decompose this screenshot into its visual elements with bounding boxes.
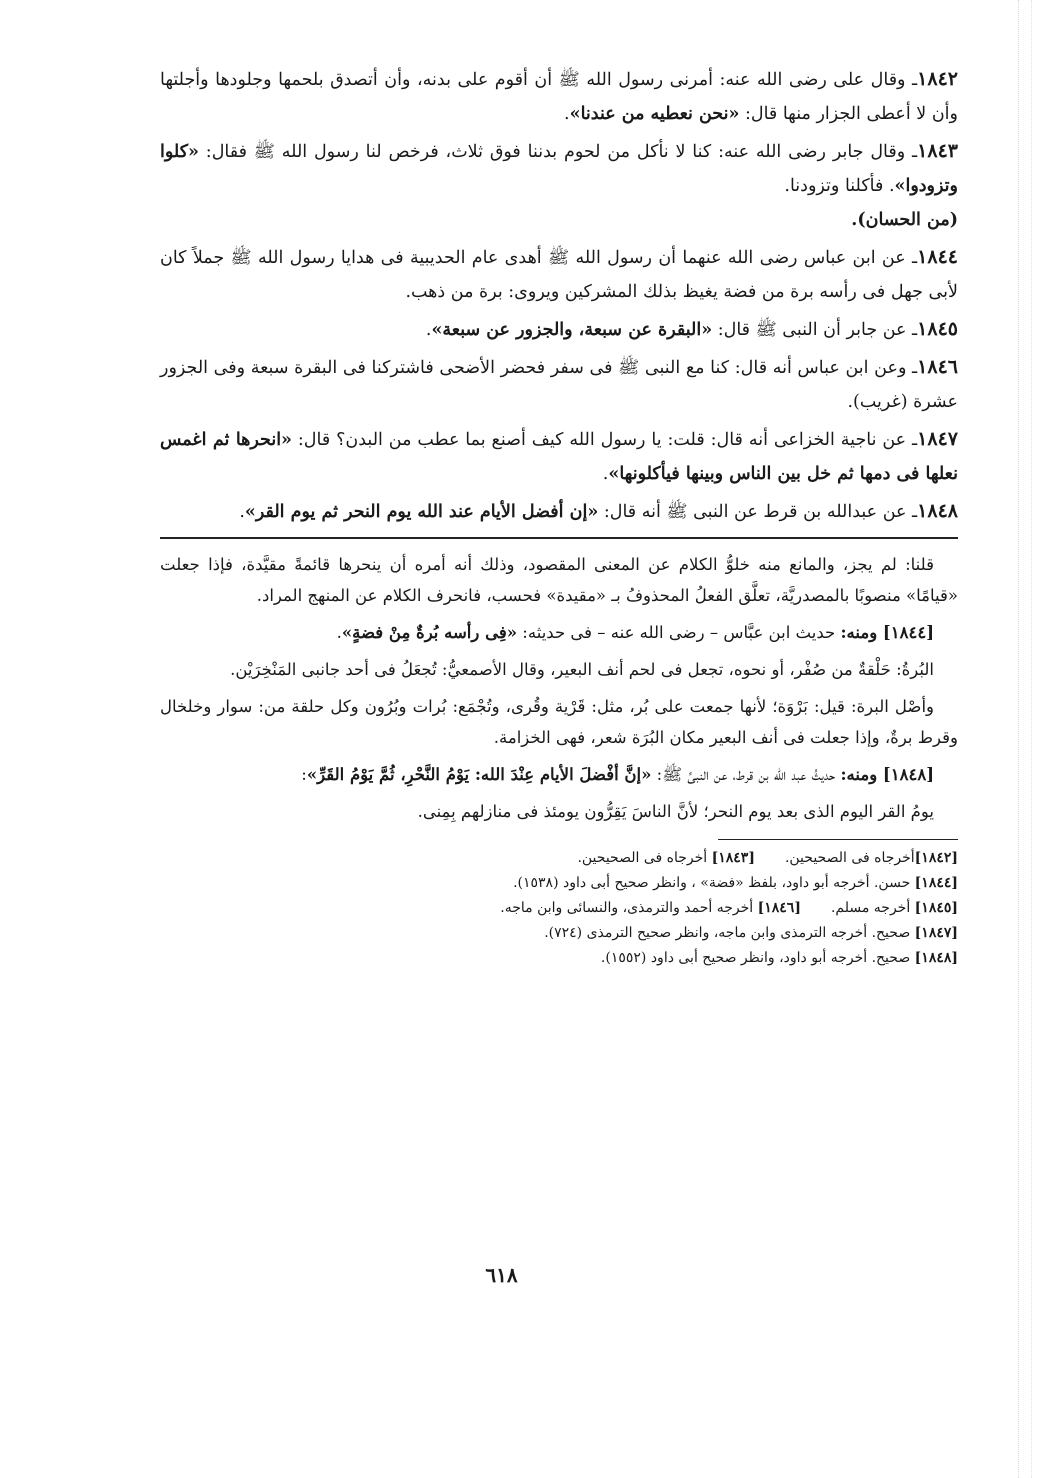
footnote-number: [١٨٤٨] (914, 950, 958, 966)
footnote-row (160, 921, 958, 946)
footnote-row (160, 896, 958, 921)
footnote-number: [١٨٤٣] (711, 850, 755, 866)
footnote (500, 896, 801, 921)
page-body (160, 62, 958, 971)
commentary-text: قلنا: لم يجز، والمانع منه خلوُّ الكلام عن المعنى المقصود، وذلك أنه أمره أن ينحرها قائمةً مقيَّدة، فإذا جعلت «قيامًا» منصوبًا بالمصدريَّة، تعلَّق الفعلُ المحذوفُ بـ «مقيدة» فحسب، فانحرف الكلام عن المنهج المراد. (160, 555, 958, 605)
hadith-1848: ١٨٤٨ـ عن عبدالله بن قرط عن النبى ﷺ أنه قال: «إن أفضل الأيام عند الله يوم النحر ثم يوم القر». (239, 500, 958, 522)
section-note: (من الحسان). (851, 210, 958, 230)
commentary-tail: : (301, 765, 307, 784)
footnotes (160, 846, 958, 971)
footnote-text: حسن. أخرجه أبو داود، بلفظ «فضة» ، وانظر صحيح أبى داود (١٥٣٨). (513, 875, 915, 891)
hadith-text: عن ابن عباس رضى الله عنهما أن رسول الله ﷺ أهدى عام الحديبية فى هدايا رسول الله ﷺ جملاً كان لأبى جهل فى رأسه برة من فضة يغيظ بذلك المشركين ويروى: برة من ذهب. (160, 248, 958, 302)
hadith-text: وعن ابن عباس أنه قال: كنا مع النبى ﷺ فى سفر فحضر الأضحى فاشتركنا فى البقرة سبعة وفى الجزور عشرة (غريب). (160, 358, 958, 412)
hadith-number: ١٨٤٢ (917, 68, 958, 90)
hadith-number: ١٨٤٥ (917, 318, 958, 340)
footnote-row (160, 846, 958, 871)
hadith-tail: . (239, 502, 245, 522)
hadith-text: عن جابر أن النبى ﷺ قال: (712, 320, 907, 340)
commentary-tag: [١٨٤٤] ومنه: (840, 623, 934, 642)
commentary-tag: [١٨٤٨] ومنه: (840, 765, 934, 784)
hadith-1844: ١٨٤٤ـ عن ابن عباس رضى الله عنهما أن رسول الله ﷺ أهدى عام الحديبية فى هدايا رسول الله ﷺ جملاً كان لأبى جهل فى رأسه برة من فضة يغيظ بذلك المشركين ويروى: برة من ذهب. (160, 246, 958, 302)
commentary-paragraph (160, 617, 958, 648)
commentary-paragraph (160, 549, 958, 611)
footnote-number: [١٨٤٧] (914, 925, 958, 941)
footnote (577, 846, 755, 871)
scan-edge-line (1018, 0, 1019, 1478)
footnote-divider (718, 839, 958, 840)
footnote-text: أخرجه أحمد والترمذى، والنسائى وابن ماجه. (500, 900, 758, 916)
commentary-paragraph (160, 654, 958, 685)
hadith-number: ١٨٤٦ (917, 356, 958, 378)
footnote-text: صحيح. أخرجه أبو داود، وانظر صحيح أبى داود (١٥٥٢). (600, 950, 915, 966)
footnote-row (160, 871, 958, 896)
footnote (544, 921, 958, 946)
hadith-1846: ١٨٤٦ـ وعن ابن عباس أنه قال: كنا مع النبى ﷺ فى سفر فحضر الأضحى فاشتركنا فى البقرة سبعة وفى الجزور عشرة (غريب). (160, 356, 958, 412)
hadith-quote: «انحرها ثم اغمس نعلها فى دمها ثم خل بين الناس وبينها فيأكلونها» (160, 430, 958, 484)
hadith-1842: ١٨٤٢ـ وقال على رضى الله عنه: أمرنى رسول الله ﷺ أن أقوم على بدنه، وأن أتصدق بلحمها وجلودها وأجلتها وأن لا أعطى الجزار منها قال: «نحن نعطيه من عندنا». (160, 68, 958, 124)
commentary-paragraph (160, 691, 958, 753)
hadith-1843: ١٨٤٣ـ وقال جابر رضى الله عنه: كنا لا نأكل من لحوم بدننا فوق ثلاث، فرخص لنا رسول الله ﷺ فقال: «كلوا وتزودوا». فأكلنا وتزودنا. (من الحسان). (160, 140, 958, 230)
hadith-number: ١٨٤٨ (917, 500, 958, 522)
commentary-quote: «فِى رأسه بُرةٌ مِنْ فضةٍ» (341, 623, 518, 642)
commentary-tail: . (336, 623, 342, 642)
footnote-number: [١٨٤٤] (914, 875, 958, 891)
hadith-text: عن عبدالله بن قرط عن النبى ﷺ أنه قال: (598, 502, 907, 522)
hadith-number: ١٨٤٣ (917, 140, 958, 162)
commentary-quote: «إنَّ أفْضلَ الأيام عِنْدَ الله: يَوْمُ النَّحْرِ، ثُمَّ يَوْمُ القَرِّ» (306, 765, 652, 784)
commentary-text: حديثُ عبد الله بن قرط، عن النبىِّ ﷺ: (651, 765, 841, 784)
commentary-text: البُرةُ: حَلْقةٌ من صُفْر، أو نحوه، تجعل فى لحم أنف البعير، وقال الأصمعيُّ: تُجعَلُ فى أحد جانبى المَنْخِرَيْن. (230, 660, 934, 679)
footnote (513, 871, 958, 896)
footnote-text: أخرجاه فى الصحيحين. (784, 850, 915, 866)
footnote (785, 846, 958, 871)
hadith-1845: ١٨٤٥ـ عن جابر أن النبى ﷺ قال: «البقرة عن سبعة، والجزور عن سبعة». (425, 318, 958, 340)
hadith-text: وقال جابر رضى الله عنه: كنا لا نأكل من لحوم بدننا فوق ثلاث، فرخص لنا رسول الله ﷺ فقال: (198, 142, 906, 162)
hadith-1847: ١٨٤٧ـ عن ناجية الخزاعى أنه قال: قلت: يا رسول الله كيف أصنع بما عطب من البدن؟ قال: «انحرها ثم اغمس نعلها فى دمها ثم خل بين الناس وبينها فيأكلونها». (160, 428, 958, 484)
footnote-number: [١٨٤٢] (914, 850, 958, 866)
section-divider (160, 537, 958, 539)
footnote-number: [١٨٤٥] (914, 900, 958, 916)
footnote-row (160, 946, 958, 971)
hadith-tail: . (425, 320, 432, 340)
commentary-text: وأصْل البرة: قيل: بَرْوَة؛ لأنها جمعت على بُر، مثل: قَرْية وقُرى، وتُجْمَع: بُرات وبُرُون وكل حلقة من: سوار وخلخال وقرط برةٌ، وإذا جعلت فى أنف البعير مكان البُرَة شعر، فهى الخزامة. (160, 697, 958, 747)
hadith-tail: . (564, 104, 570, 124)
hadith-tail: . (602, 464, 609, 484)
hadith-text: عن ناجية الخزاعى أنه قال: قلت: يا رسول الله كيف أصنع بما عطب من البدن؟ قال: (292, 430, 907, 450)
hadith-number: ١٨٤٤ (917, 246, 958, 268)
commentary-text: يومُ القر اليوم الذى بعد يوم النحر؛ لأنَّ الناسَ يَقِرُّون يومئذ فى منازلهم بِمِنى. (417, 802, 934, 821)
commentary-text: حديث ابن عبَّاس – رضى الله عنه – فى حديثه: (517, 623, 841, 642)
footnote-number: [١٨٤٦] (757, 900, 801, 916)
footnote-text: أخرجاه فى الصحيحين. (577, 850, 712, 866)
hadith-quote: «إن أفضل الأيام عند الله يوم النحر ثم يوم القر» (244, 502, 599, 522)
footnote-text: صحيح. أخرجه الترمذى وابن ماجه، وانظر صحيح الترمذى (٧٢٤). (544, 925, 915, 941)
hadith-quote: «كلوا وتزودوا» (160, 142, 958, 196)
footnote (601, 946, 958, 971)
hadith-quote: «البقرة عن سبعة، والجزور عن سبعة» (431, 320, 713, 340)
footnote (831, 896, 958, 921)
scan-edge-line (1031, 0, 1032, 1478)
hadith-text: وقال على رضى الله عنه: أمرنى رسول الله ﷺ أن أقوم على بدنه، وأن أتصدق بلحمها وجلودها وأجلتها وأن لا أعطى الجزار منها قال: (160, 70, 958, 124)
hadith-tail: . فأكلنا وتزودنا. (784, 176, 895, 196)
commentary-paragraph (160, 796, 958, 827)
hadith-quote: «نحن نعطيه من عندنا» (569, 104, 740, 124)
page-number: ٦١٨ (485, 1263, 518, 1287)
hadith-number: ١٨٤٧ (917, 428, 958, 450)
footnote-text: أخرجه مسلم. (830, 900, 915, 916)
commentary-paragraph (160, 759, 958, 790)
